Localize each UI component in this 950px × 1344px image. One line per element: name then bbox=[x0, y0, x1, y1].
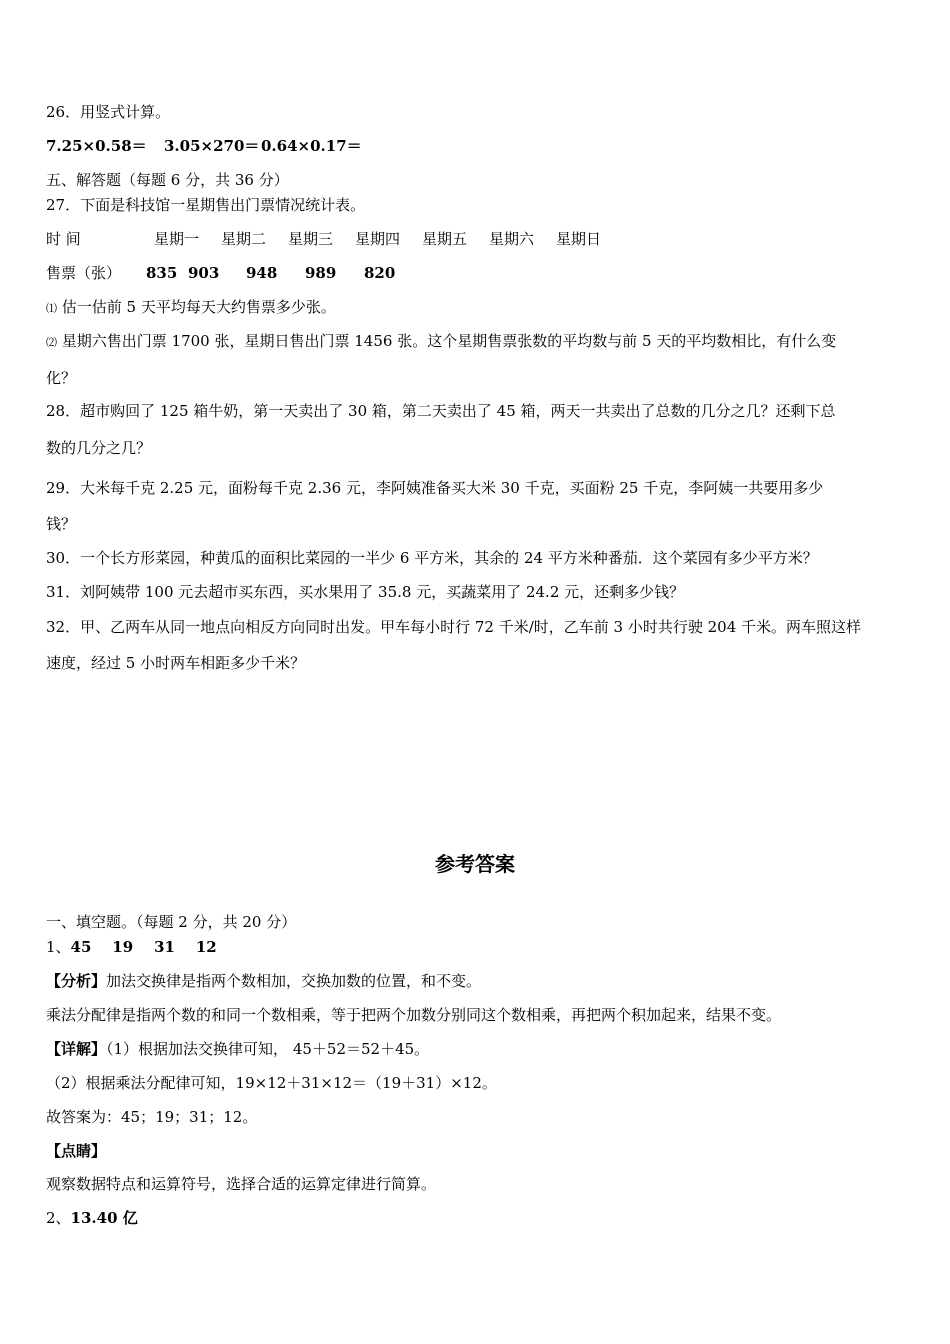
q26-expr-2: 3.05×270＝ bbox=[164, 137, 260, 155]
q27-part-1-mark: ⑴ bbox=[46, 302, 57, 315]
answer-1-analysis bbox=[46, 971, 481, 991]
q27-value: 903 bbox=[188, 264, 220, 282]
q27-day: 星期六 bbox=[489, 230, 535, 248]
q27-day: 星期三 bbox=[288, 230, 334, 248]
q27-day: 星期四 bbox=[355, 230, 401, 248]
q27-part-2-mark: ⑵ bbox=[46, 336, 57, 349]
answer-1-label: 1、 bbox=[46, 938, 71, 956]
answer-1-detail bbox=[46, 1039, 429, 1059]
answer-2 bbox=[46, 1208, 138, 1228]
q27-part-1-text: 估一估前 5 天平均每天大约售票多少张。 bbox=[61, 298, 336, 316]
q27-value: 948 bbox=[246, 264, 278, 282]
q27-value: 989 bbox=[305, 264, 337, 282]
q27-day: 星期五 bbox=[422, 230, 468, 248]
answers-heading: 参考答案 bbox=[435, 852, 515, 876]
answer-1-values: 45 19 31 12 bbox=[70, 938, 217, 956]
q27-value: 835 bbox=[146, 264, 178, 282]
section-5-title: 五、解答题（每题 6 分，共 36 分） bbox=[46, 171, 289, 189]
answers-section-1: 一、填空题。（每题 2 分，共 20 分） bbox=[46, 913, 297, 931]
answer-2-label: 2、 bbox=[46, 1209, 71, 1227]
q27-part-2-line-1 bbox=[46, 331, 836, 353]
q28-line-1: 28．超市购回了 125 箱牛奶，第一天卖出了 30 箱，第二天卖出了 45 箱，两天一共卖出了总数的几分之几？还剩下总 bbox=[46, 402, 836, 420]
q26-expr-1: 7.25×0.58＝ bbox=[46, 137, 147, 155]
detail-line-2: （2）根据乘法分配律可知，19×12＋31×12＝（19＋31）×12。 bbox=[46, 1074, 497, 1092]
q27-value: 820 bbox=[364, 264, 396, 282]
q32-line-1: 32．甲、乙两车从同一地点向相反方向同时出发。甲车每小时行 72 千米/时，乙车前 3 小时共行驶 204 千米。两车照这样 bbox=[46, 618, 862, 636]
analysis-line-1: 加法交换律是指两个数相加，交换加数的位置，和不变。 bbox=[106, 972, 482, 990]
note-tag: 【点睛】 bbox=[46, 1142, 107, 1160]
q27-title: 27．下面是科技馆一星期售出门票情况统计表。 bbox=[46, 196, 366, 214]
answer-2-value: 13.40 亿 bbox=[70, 1209, 138, 1227]
q32-line-2: 速度，经过 5 小时两车相距多少千米？ bbox=[46, 654, 306, 672]
q27-day: 星期一 bbox=[154, 230, 200, 248]
note-text: 观察数据特点和运算符号，选择合适的运算定律进行简算。 bbox=[46, 1175, 437, 1193]
detail-tag: 【详解】 bbox=[46, 1040, 107, 1058]
answer-1-conclusion: 故答案为：45；19；31；12。 bbox=[46, 1108, 258, 1126]
q29-line-1: 29．大米每千克 2.25 元，面粉每千克 2.36 元，李阿姨准备买大米 30 千克，买面粉 25 千克，李阿姨一共要用多少 bbox=[46, 479, 824, 497]
q26-expr-3: 0.64×0.17＝ bbox=[261, 137, 362, 155]
q27-part-2-text: 星期六售出门票 1700 张，星期日售出门票 1456 张。这个星期售票张数的平均数与前 5 天的平均数相比，有什么变 bbox=[61, 332, 837, 350]
detail-line-1: （1）根据加法交换律可知， 45＋52＝52＋45。 bbox=[106, 1040, 430, 1058]
analysis-tag: 【分析】 bbox=[46, 972, 107, 990]
q27-row2-label: 售票（张） bbox=[46, 264, 122, 282]
q29-line-2: 钱？ bbox=[46, 515, 77, 533]
q26-title: 26．用竖式计算。 bbox=[46, 103, 171, 121]
analysis-line-2: 乘法分配律是指两个数的和同一个数相乘，等于把两个加数分别同这个数相乘，再把两个积加起来，结果不变。 bbox=[46, 1006, 782, 1024]
q27-day: 星期日 bbox=[556, 230, 602, 248]
q27-part-2-line-2: 化？ bbox=[46, 369, 77, 387]
q27-part-1 bbox=[46, 297, 336, 319]
q30-line-1: 30．一个长方形菜园，种黄瓜的面积比菜园的一半少 6 平方米，其余的 24 平方米种番茄．这个菜园有多少平方米？ bbox=[46, 549, 818, 567]
q28-line-2: 数的几分之几？ bbox=[46, 439, 152, 457]
q27-day: 星期二 bbox=[221, 230, 267, 248]
answer-1 bbox=[46, 937, 217, 957]
q27-row1-label: 时 间 bbox=[46, 230, 81, 248]
q31-line-1: 31．刘阿姨带 100 元去超市买东西，买水果用了 35.8 元，买蔬菜用了 24.2 元，还剩多少钱？ bbox=[46, 583, 685, 601]
